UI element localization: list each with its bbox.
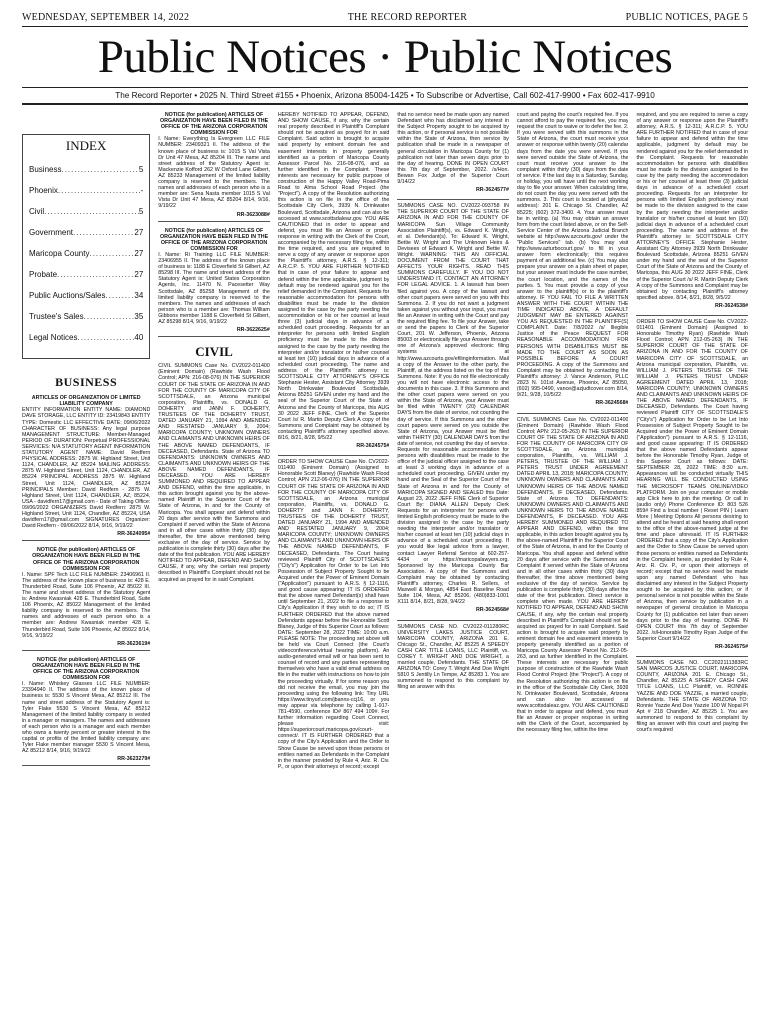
index-leader [84, 306, 135, 327]
divider [22, 650, 150, 651]
page-label: PUBLIC NOTICES, PAGE 5 [625, 12, 748, 23]
index-leader [44, 201, 139, 222]
civil-summons-text: CIVIL SUMMONS Case No. CV2022-011400 (Eminent Domain) (Rawhide Wash Flood Control; APN: 216-08-076) IN THE SUPERIOR COURT OF THE STATE OF ARIZONA IN AND FOR THE COUNTY OF MARICOPA CITY OF SCOTTSDALE, an Arizona municipal corporation, Plaintiffs, vs. DONALD G. DOHERTY and JANN F. DOHERTY, TRUSTEES OF THE DOHERTY TRUST, DATED JANUARY 21, 1994 AND AMENDED AND RESTATED JANUARY 9, 2004; MARICOPA COUNTY; UNKNOWN OWNERS AND CLAIMANTS AND UNKNOWN HEIRS OF THE ABOVE NAMED DEFENDANTS, IF DECEASED, Defendants. State of Arizona TO DEFENDANTS: UNKNOWN OWNERS AND CLAIMANTS AND UNKNOWN HEIRS OF THE ABOVE NAMED DEFENDANTS, IF DECEASED. YOU ARE HEREBY SUMMONED AND REQUIRED TO APPEAR AND DEFEND, within the time applicable, in this action brought against you by the above-named Plaintiff in the Superior Court of the State of Arizona, in and for the County of Maricopa. You shall appear and defend within 20 days after service with the Summons and Complaint if served within the State of Arizona and in all other cases within thirty (30) days thereafter, the time above mentioned being exclusive of the day of service. Service by publication is complete thirty (30) days after the date of the first publication. YOU ARE HEREBY NOTIFIED TO APPEAR, DEFEND AND SHOW CAUSE, if any, why the certain real property described in Plaintiff's Complaint should not be acquired as prayed for in said Complaint. [158, 363, 270, 583]
index-page: - [140, 186, 144, 196]
order-text-continued: that no service need be made upon any named Defendant who has disclaimed any interest in the Subject Property sought to be acquired by this action, or if personal service is not possible within the State of Arizona, then service by publication shall be made in a newspaper of general circulation in Maricopa County for (1) publication not later than seven days prior to the day of hearing. DONE IN OPEN COURT this 7th day of September, 2022. /s/Hon. Bewan Fox Judge of the Superior Court 9/14/22 [397, 112, 509, 186]
index-page: 5 [138, 165, 144, 175]
notice-body: ENTITY INFORMATION ENTITY NAME: DIAMOND DAVE STORAGE, LLC ENTITY ID: 23419843 ENTITY TYPE: Domestic LLC EFFECTIVE DATE: 09/06/2022 CHARACTER OF BUSINESS: Any legal purpose MANAGEMENT STRUCTURE: Member-Managed PERIOD OF DURATION: Perpetual PROFESSIONAL SERVICES: N/A STATUTORY AGENT INFORMATION STATUTORY AGENT NAME: David Redfern PHYSICAL ADDRESS: 2875 W. Highland Street, Unit 1124, CHANDLER, AZ 85224 MAILING ADDRESS: 2875 W. Highland Street, Unit 1124, CHANDLER, AZ 85224 PRINCIPAL ADDRESS 2875 W. Highland Street, Unit 1124, CHANDLER, AZ 85224 PRINCIPALS Member: David Redfern - 2875 W. Highland Street, Unit 1124, CHANDLER, AZ, 85224, USA - davidfern17@gmail.com - Date of Taking Office: 09/06/2022 ORGANIZERS David Redfern: 2875 W. Highland Street, Unit 1124, Chandler, AZ 85224, USA davidfern17@gmail.com SIGNATURES Organizer: David Redfern - 09/06/2022 8/14, 9/16, 9/19/22 [22, 407, 151, 530]
column-6 [636, 112, 748, 1020]
divider [517, 413, 629, 414]
index-row [29, 159, 143, 180]
index-label: Trustee's Sales [29, 312, 84, 322]
index-leader [73, 222, 134, 243]
notice-title: ARTICLES OF ORGANIZATION OF LIMITED LIABILITY COMPANY [31, 395, 141, 408]
divider [22, 765, 150, 766]
index-title: INDEX [65, 138, 107, 153]
index-row [29, 306, 143, 327]
index-label: Phoenix [29, 186, 58, 196]
index-page: 35 [134, 312, 144, 322]
index-leader [89, 243, 134, 264]
divider [22, 540, 150, 541]
civil-summons-text-2: CIVIL SUMMONS Case No. CV2022-011400 (Eminent Domain) (Rawhide Wash Flood Control; APN: 212-05-263) IN THE SUPERIOR COURT OF THE STATE OF ARIZONA IN AND FOR THE COUNTY OF MARICOPA CITY OF SCOTTSDALE, an Arizona municipal corporation, Plaintiffs, vs. WILLIAM J. PETERS, TRUSTEE OF THE WILLIAM J. PETERS TRUST UNDER AGREEMENT DATED APRIL 13, 2018; MARICOPA COUNTY; UNKNOWN OWNERS AND CLAIMANTS AND UNKNOWN HEIRS OF THE ABOVE NAMED DEFENDANTS, IF DECEASED, Defendants. State of Arizona TO DEFENDANTS: UNKNOWN OWNERS AND CLAIMANTS AND UNKNOWN HEIRS TO THE ABOVE NAMED DEFENDANTS, IF DECEASED. YOU ARE HEREBY SUMMONED AND REQUIRED TO APPEAR AND DEFEND, within the time applicable, in this action brought against you by the above-named Plaintiff in the Superior Court of the State of Arizona, in and for the County of Maricopa. You shall appear and defend within 20 days after service with the Summons and Complaint if served within the State of Arizona and in all other cases within thirty (30) days thereafter, the time above mentioned being exclusive of the day of service. Service by publication is complete thirty (30) days after the date of the first publication. Direct service is complete when made. YOU ARE HEREBY NOTIFIED TO APPEAR, DEFEND AND SHOW CAUSE, if any, why the certain real property described in Plaintiff's Complaint should not be acquired as prayed for in said Complaint. Said action is brought to acquire said property by eminent domain fee and easement interests in property generally identified as a portion of Maricopa County Assessor Parcel No. 212-05-263, and as further identified in the Complaint. These interests are necessary for public purpose of construction of the Rawhide Wash Flood Control Project (the "Project"). A copy of the Resolution authorizing this action is on file in the office of the Scottsdale City Clerk, 3939 N. Drinkwater Boulevard, Scottsdale, Arizona and can also be accessed at www.scottsdaleaz.gov. YOU ARE CAUTIONED that in order to appear and defend, you must file an Answer or proper response in writing with the Clerk of the Court, accompanied by the necessary filing fee, within the time [516, 416, 629, 734]
index-leader [57, 264, 134, 285]
index-page: 34 [134, 291, 144, 301]
index-label: Business [29, 165, 62, 175]
index-row [29, 201, 143, 222]
index-list [29, 159, 143, 348]
summons-text: SUMMONS CASE NO. CV2022-093758 IN THE SUPERIOR COURT OF THE STATE OF ARIZONA IN AND FOR THE COUNTY OF MARICOPA Sun Village Community Association Plaintiff(s), vs. Edward K. Wright, et al. Defendant(s). To: Edward K. Wright, Bettie W. Wright and The Unknown Heirs & Devisees of Edward K. Wright and Bettie W. Wright. WARNING: THIS AN OFFICIAL DOCUMENT FROM THE COURT THAT AFFECTS YOUR RIGHTS. READ THIS SUMMONS CAREFULLY. IF YOU DO NOT UNDERSTAND IT, CONTACT AN ATTORNEY FOR LEGAL ADVICE. 1. A lawsuit has been filed against you. A copy of the lawsuit and other court papers were served on you with this Summons. 2. If you do not want a judgment taken against you without your input, you must file an Answer in writing with the Court and pay the required filing fee. To file your Answer, take or send the papers to Clerk of the Superior Court, 201 W. Jefferson, Phoenix, Arizona 85003 or electronically file your Answer through one of Arizona's approved electronic filing systems at http://www.azcourts.gov/efilinginformation. Mail a copy of the Answer to the other party, the Plaintiff, at the address listed on the top of this Summons. Note: If you do not file electronically you will not have electronic access to the documents in this case. 3. If this Summons and the other court papers were served on you within the State of Arizona, your Answer must be filed within TWENTY (20) CALENDAR DAYS from the date of service, not counting the day of service. If this Summons and the other court papers were served on you outside the State of Arizona, your Answer must be filed within THIRTY (30) CALENDAR DAYS from the date of service, not counting the day of service. Requests for reasonable accommodation for persons with disabilities must be made to the office of the judicial officer assigned to the case at least 3 working days in advance of a scheduled court proceeding. GIVEN under my hand and the Seal of the Superior Court of the State of Arizona in and for the County of MARICOPA SIGNED AND SEALED this Date: August 23, 2022 JEFF FINE Clerk of Superior Court By: DIANA ALLEN Deputy Clerk Requests for an interpreter for persons with limited English proficiency must be made to the division assigned to the case by the party needing the interpreter and/or translator or his/her counsel at least ten (10) judicial days in advance of a scheduled court proceeding. If you would like legal advice from a lawyer, contact Lawyer Referral Service at 602-257-4434 or https://maricopalawyers.org. Sponsored by the Maricopa County Bar Association. A copy of the Summons and Complaint may be obtained by contacting Plaintiff's attorney, Charles R. Sellers, of Maxwell & Morgan, 4854 East Baseline Road Suite 104, Mesa, AZ 85206, (480)833-1001 X111 8/14, 8/21, 8/28, 9/4/22 [397, 203, 509, 606]
notice-ref: RR-3623619# [117, 640, 151, 647]
index-label: Civil [29, 207, 45, 217]
notice [22, 547, 150, 651]
column-2 [158, 112, 270, 1020]
summons-text-continued: court and paying the court's required fee. If you cannot afford to pay the required fee, you may request the court to waive or to defer the fee. 2. If you were served with this summons in the State of Arizona, the court must receive your answer or response within twenty (20) calendar days from the date you were served. If you were served outside the State of Arizona, the court must receive your answer to the complaint within thirty (30) days from the date of service. If the last day is a Saturday, Sunday, or holiday, you will have until the next working day to file your answer. When calculating time, do not count the day you were served with the summons. 3. This court is located at (physical address): 201 E. Chicago St. Chandler, AZ 85225; (602) 372-3400. 4. Your answer must be in writing. (a) You may obtain an answer form from the court listed above, or on the Self-Service Center of the Arizona Judicial Branch website at http://www.azcourts.gov/ under the "Public Services" tab. (b) You may visit http://www.azturbocourt.gov/ to fill in your answer form electronically; this requires payment of an additional fee. (c) You may also prepare your answer on a plain sheet of paper, but your answer must include the case number, the court location, and the names of the parties. 5. You must provide a copy of your answer to the plaintiff(s) or to the plaintiff's attorney. IF YOU FAIL TO FILE A WRITTEN ANSWER WITH THE COURT WITHIN THE TIME INDICATED ABOVE, A DEFAULT JUDGMENT MAY BE ENTERED AGAINST YOU AS REQUESTED IN THE PLAINTIFF(S) COMPLAINT. Date: 7/8/2022 /s/ Illegible Justice of the Peace REQUEST FOR REASONABLE ACCOMMODATION FOR PERSONS WITH DISABILITIES MUST BE MADE TO THE COURT AS SOON AS POSSIBLE BEFORE A COURT PROCEEDING. A copy of the Summons and Complaint may be obtained by contacting the Plaintiff's attorney: J. Vance Anderson, PLLC 2823 N. 101st Avenue, Phoenix, AZ 85050, (602) 995-0490, vance@azjudtcover.com 8/14, 9/21, 9/28, 10/5/22 [516, 112, 629, 399]
summons-text-2: SUMMONS CASE NO. CV2022-011280RC UNIVERSITY LAKES JUSTICE COURT, MARICOPA COUNTY, ARIZONA 201 E. Chicago St., Chandler, AZ 85225 A SPEEDY CASH CAR TITLE LOANS, LLC Plaintiff, vs. COREY T. WRIGHT AND DOE WRIGHT, a married couple, Defendants. THE STATE OF ARIZONA TO: Corey T. Wright And Doe Wright 5810 S Jentilly Ln Tempe, AZ 85283 1. You are summoned to respond to this complaint by filing an answer with this [397, 623, 509, 691]
index-label: Government [29, 228, 74, 238]
notice-ref: RR-3624575# [356, 443, 390, 450]
notice-ref: RR-3623088# [236, 211, 270, 218]
notice-ref: RR-3624577# [475, 187, 509, 194]
page-header [22, 0, 748, 27]
notice-body: I. Name: SPF Tech LLC FILE NUMBER: 23406961 II. The address of the known place of business is: 428 E. Thunderbird Road, Suite 106 Phoenix, AZ 85022 III. The name and street address of the Statutory Agent is: Andrew Kwasniak 428 E. Thunderbird Road, Suite 106 Phoenix, AZ 85022 Management of the limited liability company is reserved to the members. The names and addresses of each person who is a member are: Andrew Kwasniak member 428 E. Thunderbird Road, Suite 106 Phoenix, AZ 85022 8/14, 9/16, 9/19/22 [22, 571, 151, 639]
column-4 [397, 112, 509, 1020]
index-page: 40 [134, 333, 144, 343]
notice-ref: RR-3624538# [715, 302, 749, 309]
column-2-notices [158, 112, 270, 337]
divider [397, 199, 509, 200]
divider [397, 620, 509, 621]
notice [158, 112, 270, 222]
index-leader [106, 285, 135, 306]
masthead-title: Public Notices · Public Notices [97, 31, 673, 83]
notice [22, 657, 150, 767]
notice [158, 228, 270, 338]
index-box [22, 134, 150, 359]
index-page: 27 [134, 270, 144, 280]
notice-body: I. Name: Everything Is Evergreen LLC FILE NUMBER: 23409321 II. The address of the known place of business is: 1015 S Val Vista Dr Unit 47 Mesa, AZ 85204 III. The name and street address of the Statutory Agent is: Mackenzie Kofford 262 W Oxford Lane Gilbert, AZ 85233 Management of the limited liability company is reserved to the members. The names and addresses of each person who is a member are: Sena Nasta member 1015 S Val Vista Dr Unit 47 Mesa, AZ 85204 8/14, 9/16, 9/19/22 [158, 136, 270, 210]
notice-title: NOTICE (for publication) ARTICLES OF ORGANIZATION HAVE BEEN FILED IN THE OFFICE OF THE ARIZONA CORPORATION COMMISSION FOR [32, 656, 141, 682]
summons-text-3: SUMMONS CASE NO. CC2022111383RC SAN MARCOS JUSTICE COURT, MARICOPA COUNTY, ARIZONA 201 E. Chicago St., Chandler, AZ 85225 A SPEEDY CASH CAR TITLE LOANS, LLC Plaintiff, vs. RONNIE YAZZIE AND DOE YAZZIE, a married couple, Defendants. THE STATE OF ARIZONA TO: Ronnie Yazzie And Doe Yazzie 100 W Nopal Pl Apt # 218 Chandler, AZ 85225 1. You are summoned to respond to this complaint by filing an answer with this court and paying the court's required [636, 660, 749, 734]
civil-text-continued-2: required, and you are required to serve a copy of any answer or response upon the Plaintiff's attorney, A.R.S. § 12-311; A.R.C.P. 5. YOU ARE FURTHER NOTIFIED that in case of your failure to appear and defend within the time applicable, judgment by default may be rendered against you for the relief demanded in the Complaint. Requests for reasonable accommodation for persons with disabilities must be made to the division assigned to the case by the party needing the accommodation or his or her counsel at least three (3) judicial days in advance of a scheduled court proceeding. Requests for an interpreter for persons with limited English proficiency must be made to the division assigned to the case by the party needing the interpreter and/or translator or his/her counsel at least ten (10) judicial days in advance of a scheduled court proceeding. The name and address of the Plaintiff's attorney is: SCOTTSDALE CITY ATTORNEY'S OFFICE Stephanie Hester, Assistant City Attorney 3939 North Drinkwater Boulevard Scottsdale, Arizona 85251 GIVEN under my hand and the seal of the Superior Court of the State of Arizona and the County of Maricopa, this AUG 30 2022 JEFF FINE, Clerk of the Superior Court /s/ R. Martin Deputy Clerk A copy of the Summons and Complaint may be obtained by contacting Plaintiff's attorney specified above. 8/14, 8/21, 8/28, 9/5/22 [636, 112, 749, 301]
column-3 [278, 112, 390, 1020]
index-label: Probate [29, 270, 58, 280]
index-leader [77, 327, 134, 348]
index-row [29, 285, 143, 306]
index-leader [61, 159, 138, 180]
notice [22, 395, 150, 541]
notice-title: NOTICE (for publication) ARTICLES OF ORGANIZATION HAVE BEEN FILED IN THE OFFICE OF THE ARIZONA CORPORATION COMMISSION FOR [160, 227, 269, 252]
index-page: 27 [134, 249, 144, 259]
divider [158, 336, 270, 337]
notice-title: NOTICE (for publication) ARTICLES OF ORGANIZATION HAVE BEEN FILED IN THE OFFICE OF THE ARIZONA CORPORATION COMMISSION FOR [160, 112, 269, 137]
business-heading: BUSINESS [55, 375, 118, 390]
notice-body: I. Name: Ri Training LLC FILE NUMBER: 23406955 II. The address of the known place of business is: 1188 E Cloverfield St Gilbert, AZ 85298 III. The name and street address of the Statutory Agent is: United States Corporation Agents, Inc. 11470 N. Pacesetter Way Scottsdale, AZ 85258 Management of the limited liability company is reserved to the members. The names and addresses of each person who is a member are: Thomas William Gibbons member 1188 E Cloverfield St Gilbert, AZ 85298 8/14, 9/16, 9/19/22 [158, 251, 270, 325]
divider [158, 221, 270, 222]
index-leader [58, 180, 141, 201]
order-to-show-cause-text-2: ORDER TO SHOW CAUSE Case No. CV2022-011401 (Eminent Domain) (Assigned to Honorable Timothy Ryan) (Rawhide Wash Flood Control; APN 212-05-263) IN THE SUPERIOR COURT OF THE STATE OF ARIZONA IN AND FOR THE COUNTY OF MARICOPA CITY OF SCOTTSDALE, an Arizona municipal corporation, Plaintiffs, vs. WILLIAM J. PETERS TRUSTEE OF THE WILLIAM J. PETERS TRUST UNDER AGREEMENT DATED APRIL 13, 2018; MARICOPA COUNTY; UNKNOWN OWNERS AND CLAIMANTS AND UNKNOWN HEIRS OF THE ABOVE NAMED DEFENDANTS, IF DECEASED, Defendants. The Court having reviewed Plaintiff CITY OF SCOTTSDALE'S ("City's") Application for Order to be Let Into Possession of Subject Property Sought to be Acquired under the Power of Eminent Domain ("Application") pursuant to A.R.S. § 12-1116, and good cause appearing: IT IS ORDERED that the above named Defendants appear before the Honorable Timothy Ryan, Judge of this Superior Court as follows: DATE: SEPTEMBER 28, 2022 TIME: 8:30 a.m. Appearances will be conducted virtually THIS HEARING WILL BE CONDUCTED USING THE MICROSOFT TEAMS ONLINE/VIDEO PLATFORM. Join on your computer or mobile app Click here to join the meeting. Or call in (audio only) Phone Conference ID: 803 526 859# Find a local number | Reset PIN | Learn More | Meeting Options All persons desiring to attend and be heard at said hearing shall report to the office of the above-named judge at the time and place aforesaid. IT IS FURTHER ORDERED that a copy of the City's Application and the Order to Show Cause be served upon those persons or entities named as Defendants in the Complaint herein, as provided by Rule 4, Ariz. R. Civ. P., or upon their attorneys of record; except that no service need be made upon any named Defendant who has disclaimed any interest in the Subject Property sought to be acquired by this action; or if personal service is not possible within the State of Arizona, then service by publication in a newspaper of general circulation in Maricopa County for (1) publication not later than seven days prior to the day of hearing. DONE IN OPEN COURT this 7th day of September 2022. /s/Honorable Timothy Ryan Judge of the Superior Court 9/14/22 [636, 319, 749, 642]
notice-columns [22, 112, 748, 1020]
order-to-show-cause-text: ORDER TO SHOW CAUSE Case No. CV2022-011400 (Eminent Domain) (Assigned to Honorable Scott Blaney) (Rawhide Wash Flood Control; APN 212-06-076) IN THE SUPERIOR COURT OF THE STATE OF ARIZONA IN AND FOR THE COUNTY OF MARICOPA CITY OF SCOTTSDALE, an Arizona municipal corporation, Plaintiffs, vs. DONALD G. DOHERTY and JANN F. DOHERTY, TRUSTEES OF THE DOHERTY TRUST, DATED JANUARY 21, 1994 AND AMENDED AND RESTATED JANUARY 9, 2004; MARICOPA COUNTY; UNKNOWN OWNERS AND CLAIMANTS AND UNKNOWN HEIRS OF THE ABOVE NAMED DEFENDANTS, IF DECEASED, Defendants. The Court having reviewed Plaintiff City of SCOTTSDALE'S ("City's") Application for Order to be Let Into Possession of Subject Property Sought to be Acquired under the Power of Eminent Domain ("Application") pursuant to A.R.S. § 12-1116, and good cause appearing: IT IS ORDERED that the above named Defendant(s) shall have until September 21, 2022 to file a response to City's Application if they wish to do so; IT IS FURTHER ORDERED that the above named Defendants appear before the Honorable Scott Blaney, Judge of this Superior Court as follows: DATE: September 28, 2022 TIME: 10:00 a.m. PLEASE NOTE: The proceeding set above will be held via Court Connect (the Court's videoconference/virtual hearing platform). An audio-generated email will or has been sent to counsel of record and any parties representing themselves who have a valid email address on file in the matter with instructions on how to join the proceeding virtually. If for some reason you did not receive the email, you may join the proceeding using the following link: Tiny URL https://www.tinyurl.com/jbanns-ccj16, or you may appear via telephone by calling 1-917-781-4590, conference ID# 867 494 109#. For further information regarding Court Connect, please visit: https://superiorcourt.maricopa.gov/court-connect/. IT IS FURTHER ORDERED that a copy of the City's Application and the Order to Show Cause be served upon those persons or entities named as Defendants in the Complaint in the manner provided by Rule 4, Ariz. R. Civ. P., or upon their attorneys of record; except [277, 459, 390, 770]
issue-date: WEDNESDAY, SEPTEMBER 14, 2022 [22, 12, 190, 23]
index-row [29, 243, 143, 264]
notice-body: I. Name: Whiskey Glasses LLC FILE NUMBER: 23394940 II. The address of the known place of business is: 5530 S Vincent Mesa, AZ 85212 III. The name and street address of the Statutory Agent is: Tyler Flake 5530 S Vincent Mesa, AZ 85212 Management of the limited liability company is vested in a manager or managers. The names and addresses of each person who is a manager and each member who owns a twenty percent or greater interest in the capital or profits of the limited liability company are: Tyler Flake member manager 5530 S Vincent Mesa, AZ 85212 8/14, 9/16, 9/19/22 [22, 681, 151, 755]
notice-ref: RR-3623279# [117, 756, 151, 763]
paper-name: THE RECORD REPORTER [347, 12, 468, 23]
index-row [29, 327, 143, 348]
index-label: Legal Notices [29, 333, 78, 343]
notice-ref: RR-3624095# [117, 531, 151, 538]
business-notices [22, 395, 150, 766]
index-label: Public Auctions/Sales [29, 291, 106, 301]
notice-title: NOTICE (for publication) ARTICLES OF ORGANIZATION HAVE BEEN FILED IN THE OFFICE OF THE ARIZONA CORPORATION COMMISSION FOR [32, 547, 141, 572]
column-5 [517, 112, 629, 1020]
civil-heading: CIVIL [195, 344, 233, 360]
contact-bar: The Record Reporter • 2025 N. Third Street #155 • Phoenix, Arizona 85004-1425 • To Subscribe or Advertise, Call 602-417-9900 • Fax 602-417-9910 [22, 87, 748, 105]
notice-ref: RR-3624568# [475, 607, 509, 614]
notice-ref: RR-3624568# [595, 400, 629, 407]
notice-ref: RR-3624575# [715, 643, 749, 650]
notice-ref: RR-3622625# [236, 327, 270, 334]
index-row [29, 222, 143, 243]
index-label: Maricopa County [29, 249, 90, 259]
index-row [29, 264, 143, 285]
divider [278, 455, 390, 456]
column-1 [22, 112, 150, 1020]
index-page: 27 [134, 228, 144, 238]
civil-text-continued: HEREBY NOTIFIED TO APPEAR, DEFEND, AND SHOW CAUSE, if any, why the certain real property described in Plaintiff's Complaint should not be acquired as prayed for in said Complaint. Said action is brought to acquire said property by eminent domain fee and easement interests in property generally identified as a portion of Maricopa County Assessor Parcel No. 216-08-076, and as further identified in the Complaint. These interests are necessary for public purpose of construction of the Happy Valley Road-Pima Road to Alma School Road Project (the "Project"). A copy of the Resolution authorizing this action is on file in the office of the Scottsdale City Clerk, 3939 N. Drinkwater Boulevard, Scottsdale, Arizona and can also be accessed at www.scottsdaleaz.gov. YOU ARE CAUTIONED that in order to appear and defend, you must file an Answer or proper response in writing with the Clerk of the Court, accompanied by the necessary filing fee, within the time required, and you are required to serve a copy of any answer or response upon the Plaintiff's attorney, A.R.S. § 12-311; A.R.C.P. 5. YOU ARE FURTHER NOTIFIED that in case of your failure to appear and defend within the time applicable, judgment by default may be rendered against you for the relief demanded in the Complaint. Requests for reasonable accommodation for persons with disabilities must be made to the division assigned to the case by the party needing the accommodation or his or her counsel at least three (3) judicial days in advance of a scheduled court proceeding. Requests for an interpreter for persons with limited English proficiency must be made to the division assigned to the case by the party needing the interpreter and/or translator or his/her counsel at least ten (10) judicial days in advance of a scheduled court proceeding. The name and address of the Plaintiff's attorney is: SCOTTSDALE CITY ATTORNEY'S OFFICE Stephanie Hester, Assistant City Attorney 3939 North Drinkwater Boulevard Scottsdale, Arizona 85251 GIVEN under my hand and the seal of the Superior Court of the State of Arizona and the County of Maricopa, this AUG 30 2022 JEFF FINE, Clerk of the Superior Court /s/ R. Martin Deputy Clerk A copy of the Summons and Complaint may be obtained by contacting Plaintiff's attorney specified above. 8/16, 8/21, 8/28, 9/5/22 [277, 112, 390, 441]
index-row [29, 180, 143, 201]
divider [636, 315, 748, 316]
index-page: 5 [138, 207, 144, 217]
divider [636, 656, 748, 657]
